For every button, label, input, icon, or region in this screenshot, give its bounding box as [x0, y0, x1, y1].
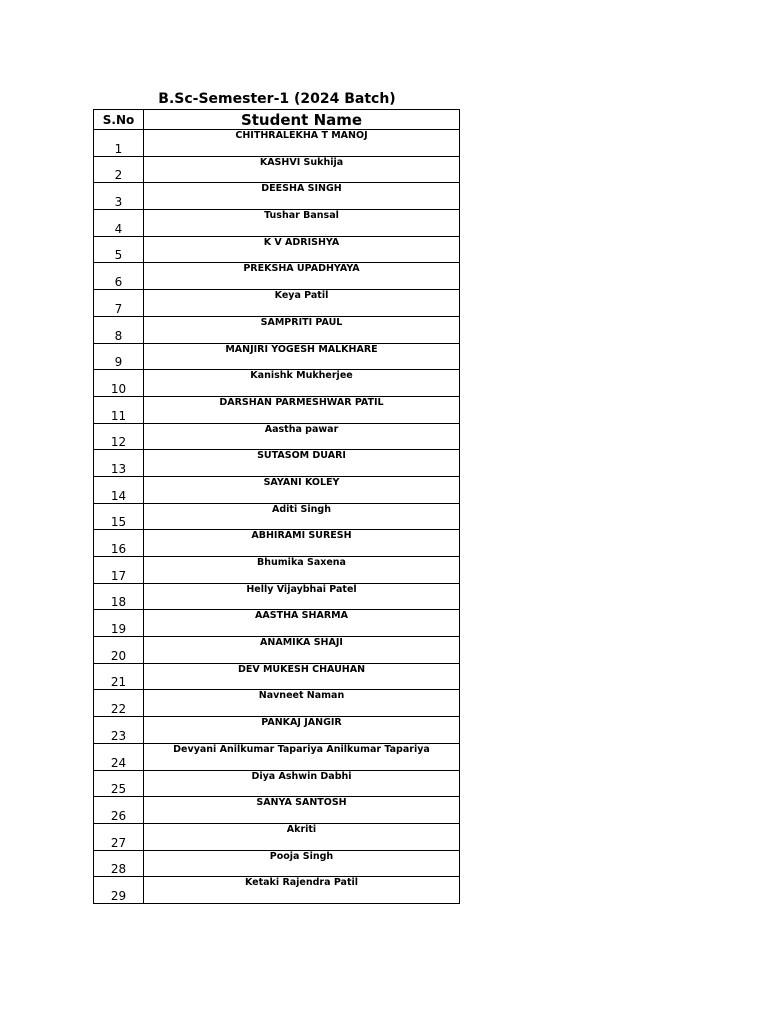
student-name-cell: PREKSHA UPADHYAYA: [144, 263, 460, 290]
student-name-cell: SANYA SANTOSH: [144, 797, 460, 824]
table-row: [94, 503, 460, 530]
serial-number-cell: 16: [94, 530, 144, 557]
student-name-cell: Navneet Naman: [144, 690, 460, 717]
serial-number-cell: 17: [94, 557, 144, 584]
serial-number-cell: 25: [94, 770, 144, 797]
table-row: [94, 316, 460, 343]
student-name-cell: Diya Ashwin Dabhi: [144, 770, 460, 797]
table-row: [94, 450, 460, 477]
serial-number-cell: 28: [94, 850, 144, 877]
student-name-cell: SAMPRITI PAUL: [144, 316, 460, 343]
student-name-cell: PANKAJ JANGIR: [144, 717, 460, 744]
student-name-cell: DEESHA SINGH: [144, 183, 460, 210]
serial-number-cell: 19: [94, 610, 144, 637]
serial-number-cell: 2: [94, 156, 144, 183]
serial-number-cell: 12: [94, 423, 144, 450]
student-roster-table: [93, 109, 460, 904]
column-header-sno: S.No: [94, 110, 144, 130]
serial-number-cell: 6: [94, 263, 144, 290]
serial-number-cell: 23: [94, 717, 144, 744]
serial-number-cell: 22: [94, 690, 144, 717]
serial-number-cell: 24: [94, 743, 144, 770]
student-name-cell: MANJIRI YOGESH MALKHARE: [144, 343, 460, 370]
student-name-cell: Aastha pawar: [144, 423, 460, 450]
student-name-cell: Akriti: [144, 823, 460, 850]
table-row: [94, 823, 460, 850]
table-row: [94, 236, 460, 263]
document-title: B.Sc-Semester-1 (2024 Batch): [158, 91, 396, 107]
student-name-cell: Keya Patil: [144, 290, 460, 317]
serial-number-cell: 3: [94, 183, 144, 210]
serial-number-cell: 26: [94, 797, 144, 824]
student-name-cell: ABHIRAMI SURESH: [144, 530, 460, 557]
serial-number-cell: 9: [94, 343, 144, 370]
serial-number-cell: 27: [94, 823, 144, 850]
table-row: [94, 637, 460, 664]
table-row: [94, 610, 460, 637]
table-row: [94, 530, 460, 557]
student-name-cell: DARSHAN PARMESHWAR PATIL: [144, 396, 460, 423]
student-name-cell: Bhumika Saxena: [144, 557, 460, 584]
serial-number-cell: 14: [94, 476, 144, 503]
student-name-cell: DEV MUKESH CHAUHAN: [144, 663, 460, 690]
student-name-cell: Devyani Anilkumar Tapariya Anilkumar Tapariya: [144, 743, 460, 770]
table-body: [94, 130, 460, 904]
serial-number-cell: 8: [94, 316, 144, 343]
table-row: [94, 343, 460, 370]
serial-number-cell: 13: [94, 450, 144, 477]
table-row: [94, 743, 460, 770]
table-header-row: [94, 110, 460, 130]
student-name-cell: Aditi Singh: [144, 503, 460, 530]
student-name-cell: Kanishk Mukherjee: [144, 370, 460, 397]
serial-number-cell: 21: [94, 663, 144, 690]
table-row: [94, 663, 460, 690]
student-name-cell: CHITHRALEKHA T MANOJ: [144, 130, 460, 157]
serial-number-cell: 29: [94, 877, 144, 904]
table-row: [94, 850, 460, 877]
student-name-cell: K V ADRISHYA: [144, 236, 460, 263]
table-row: [94, 476, 460, 503]
table-row: [94, 690, 460, 717]
table-row: [94, 583, 460, 610]
student-name-cell: KASHVI Sukhija: [144, 156, 460, 183]
table-row: [94, 130, 460, 157]
serial-number-cell: 4: [94, 210, 144, 237]
table-row: [94, 717, 460, 744]
column-header-student-name: Student Name: [144, 110, 460, 130]
serial-number-cell: 1: [94, 130, 144, 157]
serial-number-cell: 7: [94, 290, 144, 317]
table-row: [94, 423, 460, 450]
serial-number-cell: 11: [94, 396, 144, 423]
table-row: [94, 877, 460, 904]
table-row: [94, 370, 460, 397]
student-name-cell: Pooja Singh: [144, 850, 460, 877]
serial-number-cell: 18: [94, 583, 144, 610]
table-row: [94, 156, 460, 183]
table-row: [94, 290, 460, 317]
table-row: [94, 183, 460, 210]
table-row: [94, 210, 460, 237]
serial-number-cell: 5: [94, 236, 144, 263]
student-name-cell: Helly Vijaybhai Patel: [144, 583, 460, 610]
serial-number-cell: 10: [94, 370, 144, 397]
student-name-cell: Ketaki Rajendra Patil: [144, 877, 460, 904]
serial-number-cell: 15: [94, 503, 144, 530]
table-row: [94, 557, 460, 584]
student-name-cell: SAYANI KOLEY: [144, 476, 460, 503]
table-row: [94, 396, 460, 423]
student-name-cell: ANAMIKA SHAJI: [144, 637, 460, 664]
student-name-cell: Tushar Bansal: [144, 210, 460, 237]
serial-number-cell: 20: [94, 637, 144, 664]
table-row: [94, 263, 460, 290]
student-name-cell: SUTASOM DUARI: [144, 450, 460, 477]
student-name-cell: AASTHA SHARMA: [144, 610, 460, 637]
table-row: [94, 770, 460, 797]
table-row: [94, 797, 460, 824]
